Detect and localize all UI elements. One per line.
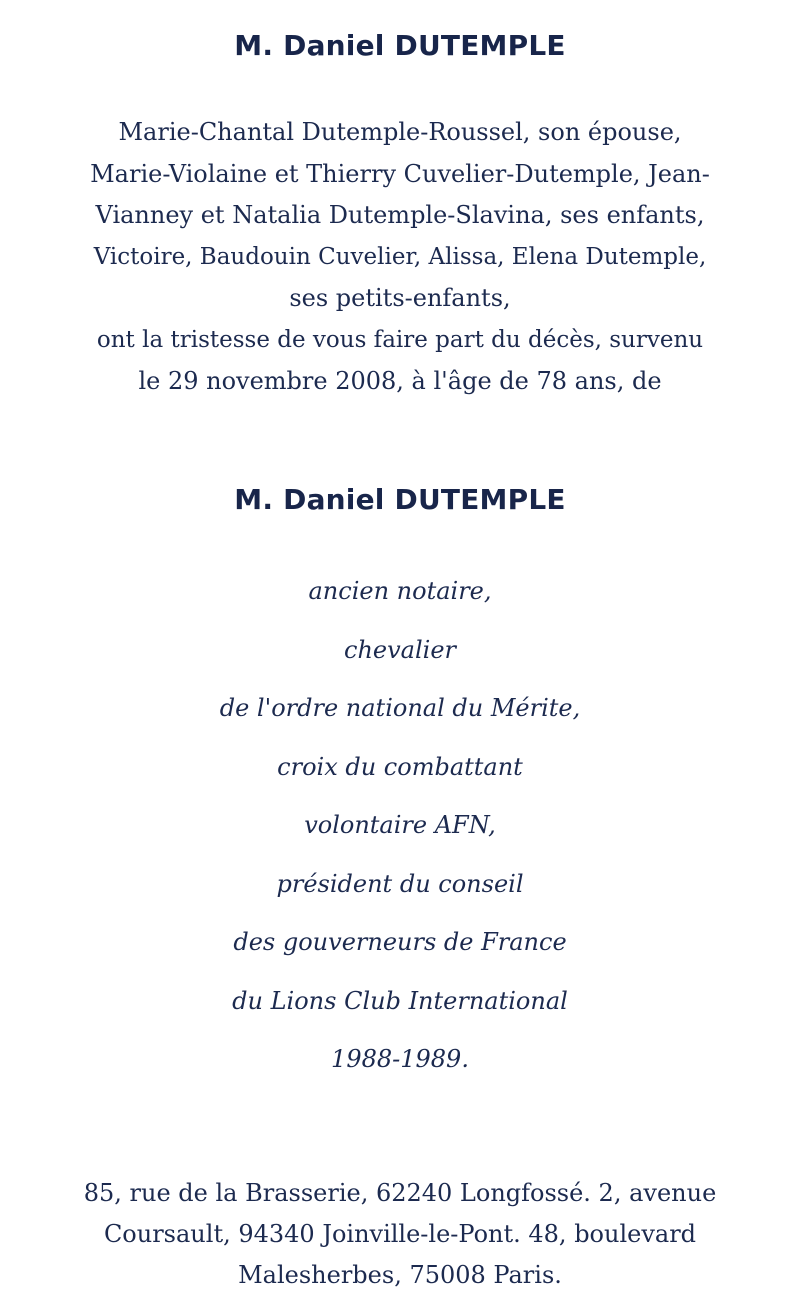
honor-item: chevalier [344, 635, 456, 664]
deceased-name-heading-top: M. Daniel DUTEMPLE [234, 29, 566, 62]
honor-item: des gouverneurs de France [233, 928, 567, 956]
honor-item: président du conseil [276, 869, 524, 898]
honor-item: croix du combattant [277, 752, 523, 781]
family-addresses [30, 1173, 770, 1296]
family-line: Marie-Chantal Dutemple-Roussel, son épouse, [118, 118, 682, 146]
address-line: 85, rue de la Brasserie, 62240 Longfossé. 2, avenue [83, 1179, 717, 1207]
honor-item: volontaire AFN, [304, 811, 496, 839]
family-line: Marie-Violaine et Thierry Cuvelier-Dutemple, Jean- [90, 159, 710, 188]
family-announcement [30, 112, 770, 403]
honors-list [0, 562, 800, 1089]
address-line: Malesherbes, 75008 Paris. [238, 1261, 562, 1289]
honor-item: ancien notaire, [308, 577, 492, 605]
family-line: Victoire, Baudouin Cuvelier, Alissa, Elena Dutemple, [93, 243, 707, 270]
deceased-name-heading: M. Daniel DUTEMPLE [234, 483, 566, 516]
family-line: ses petits-enfants, [289, 284, 511, 312]
family-line: le 29 novembre 2008, à l'âge de 78 ans, de [138, 367, 662, 395]
family-line: ont la tristesse de vous faire part du décès, survenu [96, 326, 704, 353]
honor-item: 1988-1989. [331, 1045, 469, 1073]
family-line: Vianney et Natalia Dutemple-Slavina, ses enfants, [95, 201, 705, 229]
honor-item: de l'ordre national du Mérite, [219, 694, 581, 722]
honor-item: du Lions Club International [232, 986, 568, 1015]
address-line: Coursault, 94340 Joinville-le-Pont. 48, boulevard [103, 1220, 697, 1248]
